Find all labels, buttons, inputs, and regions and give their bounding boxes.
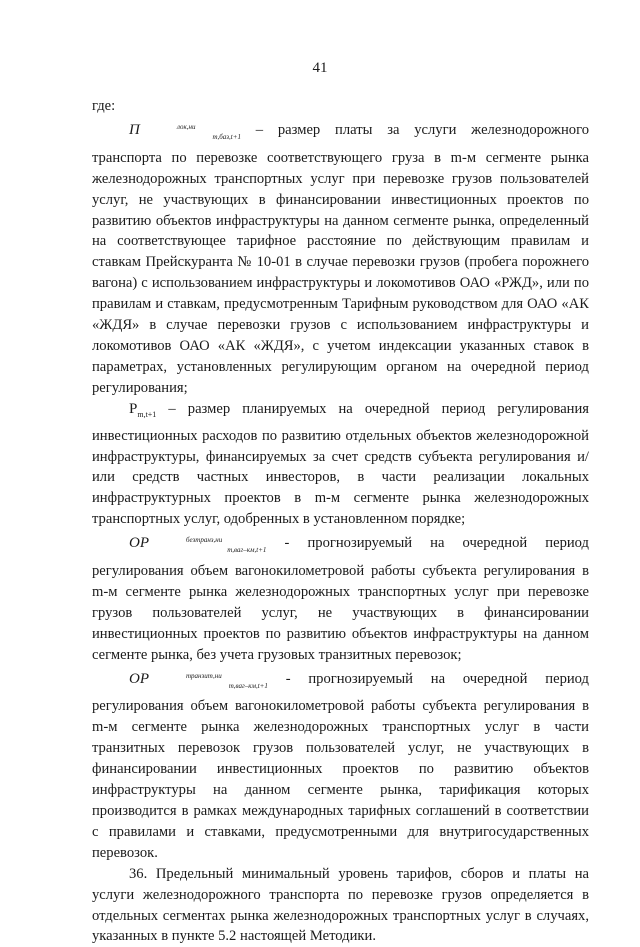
page-number: 41 xyxy=(312,60,328,76)
definition-r-text: – размер планируемых на очередной период регулирования инвестиционных расходов по развитию отдельных объектов железнодорожной инфраструктуры, финансируемых за счет средств субъекта регулирования и/или средств частных инвесторов, в части реализации локальных инфраструктурных проектов в m-м сегменте рынка железнодорожных транспортных услуг, одобренных в установленном порядке; xyxy=(92,400,589,528)
definition-r xyxy=(92,399,589,530)
symbol-op-tranzit-sup: транзит,ни xyxy=(186,671,222,680)
symbol-p-lok: П xyxy=(129,121,140,138)
symbol-op-beztranz: OP xyxy=(129,535,149,552)
definition-op-beztranz xyxy=(92,530,589,665)
body-text xyxy=(92,96,589,947)
symbol-op-tranzit: OP xyxy=(129,670,149,687)
symbol-op-beztranz-sub: m,ваг–км,t+1 xyxy=(227,546,267,555)
paragraph-36: 36. Предельный минимальный уровень тарифов, сборов и платы на услуги железнодорожного транспорта по перевозке грузов определяется в отдельных сегментах рынка железнодорожных транспортных услуг в случаях, указанных в пункте 5.2 настоящей Методики. xyxy=(92,865,589,945)
definition-op-tranzit xyxy=(92,666,589,864)
definition-op-tranzit-text: - прогнозируемый на очередной период регулирования объем вагонокилометровой работы субъекта регулирования в m-м сегменте рынка железнодорожных транспортных услуг в части транзитных перевозок грузов пользователей услуг, не участвующих в финансировании инвестиционных проектов по развитию объектов инфраструктуры на данном сегменте рынка, тарификация которых производится в рамках международных тарифных соглашений в соответствии с правилами и ставками, предусмотренными для внутригосударственных перевозок. xyxy=(92,670,589,861)
symbol-op-beztranz-sup: безтранз,ни xyxy=(186,536,223,545)
symbol-r: P xyxy=(129,400,138,417)
symbol-p-lok-sup: лок,ни xyxy=(176,122,196,131)
definition-op-beztranz-text: - прогнозируемый на очередной период регулирования объем вагонокилометровой работы субъекта регулирования в m-м сегменте рынка железнодорожных транспортных услуг при перевозке грузов пользователей услуг, не участвующих в финансировании инвестиционных проектов по развитию объектов инфраструктуры на данном сегменте рынка, без учета грузовых транзитных перевозок; xyxy=(92,535,589,663)
definition-p-lok-text: – размер платы за услуги железнодорожного транспорта по перевозке соответствующего груза в m-м сегменте рынка железнодорожных транспортных услуг при перевозке грузов пользователей услуг, не участвующих в финансировании инвестиционных проектов по развитию объектов инфраструктуры на данном сегменте рынка, определенный на соответствующее тарифное расстояние по действующим правилам и ставкам Прейскуранта № 10-01 в случае перевозки грузов (пробега порожнего вагона) с использованием инфраструктуры и локомотивов ОАО «РЖД», или по правилам и ставкам, предусмотренным Тарифным руководством для ОАО «АК «ЖДЯ» в случае перевозки грузов с использованием инфраструктуры и локомотивов ОАО «АК «ЖДЯ», с учетом индексации указанных ставок в параметрах, установленных регулирующим органом на очередной период регулирования; xyxy=(92,121,590,396)
symbol-r-sub: m,t+1 xyxy=(137,409,157,419)
where-label: где: xyxy=(92,98,116,114)
symbol-op-tranzit-sub: m,ваг–км,t+1 xyxy=(228,681,268,690)
definition-p-lok xyxy=(92,117,589,399)
symbol-p-lok-sub: m,баз,t+1 xyxy=(212,132,241,141)
